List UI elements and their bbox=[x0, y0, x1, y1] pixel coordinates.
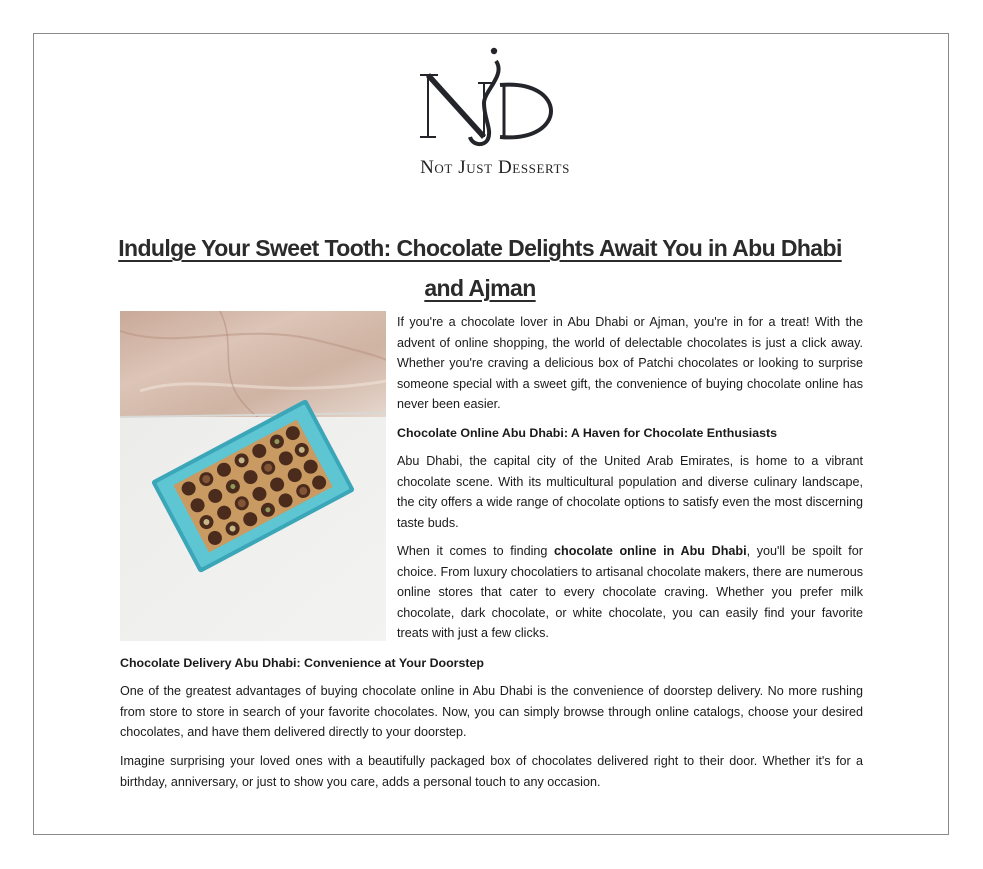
brand-name: Not Just Desserts bbox=[420, 157, 570, 178]
intro-paragraph: If you're a chocolate lover in Abu Dhabi or Ajman, you're in for a treat! With the advent of online shopping, the world of delectable chocolates is just a click away. Whether you're craving a delicious box of Patchi chocolates or looking to surprise someone special with a sweet gift, the convenience of buying chocolate online has never been easier. bbox=[397, 315, 863, 412]
chocolate-online-abu-dhabi-link-text: chocolate online in Abu Dhabi bbox=[554, 544, 747, 558]
section1-heading: Chocolate Online Abu Dhabi: A Haven for Chocolate Enthusiasts bbox=[397, 426, 778, 440]
brand-logo bbox=[380, 45, 610, 180]
section2-paragraph-2: Imagine surprising your loved ones with a beautifully packaged box of chocolates delivered right to their door. Whether it's for a birthday, anniversary, or just to show you care, adds a personal touch to any occasion. bbox=[120, 754, 863, 789]
section1-paragraph-2-text-b: , you'll be spoilt for choice. From luxury chocolatiers to artisanal chocolate makers, there are numerous online stores that cater to every chocolate craving. Whether you prefer milk chocolate, dark chocolate, or white chocolate, you can easily find your favorite treats with just a few clicks. bbox=[397, 544, 863, 641]
section1-paragraph-2-text-a: When it comes to finding bbox=[397, 544, 555, 558]
section2-paragraph-1: One of the greatest advantages of buying chocolate online in Abu Dhabi is the convenience of doorstep delivery. No more rushing from store to store in search of your favorite chocolates. Now, you can simply browse through online catalogs, choose your desired chocolates, and have them delivered directly to your doorstep. bbox=[120, 684, 863, 740]
section1-paragraph-2 bbox=[397, 541, 863, 644]
njd-monogram-icon bbox=[418, 45, 572, 150]
section1-paragraph-1: Abu Dhabi, the capital city of the United Arab Emirates, is home to a vibrant chocolate scene. With its multicultural population and diverse culinary landscape, the city offers a wide range of chocolate options to satisfy even the most discerning taste buds. bbox=[397, 454, 863, 530]
section2-heading: Chocolate Delivery Abu Dhabi: Convenience at Your Doorstep bbox=[120, 656, 484, 670]
article-title: Indulge Your Sweet Tooth: Chocolate Delights Await You in Abu Dhabi and Ajman bbox=[118, 235, 842, 301]
chocolate-box-photo bbox=[120, 311, 386, 641]
